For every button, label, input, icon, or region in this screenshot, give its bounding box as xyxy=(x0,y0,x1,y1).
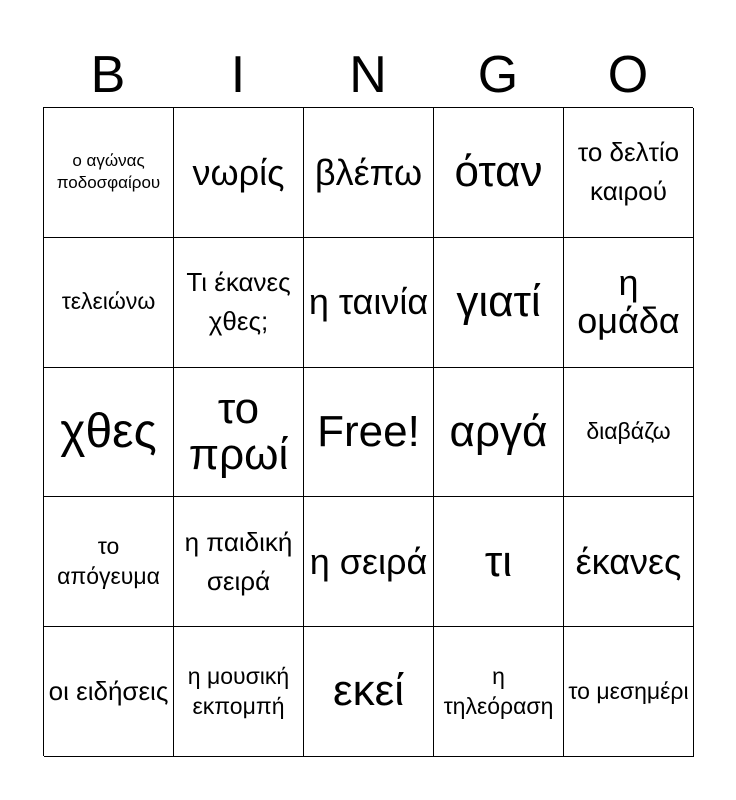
header-letter-o: O xyxy=(607,46,649,104)
bingo-cell-r2-c4[interactable] xyxy=(434,238,564,368)
bingo-cell-label: βλέπω xyxy=(314,151,423,193)
bingo-cell-r4-c4[interactable] xyxy=(434,497,564,627)
bingo-cell-label: διαβάζω xyxy=(586,418,671,445)
bingo-cell-r4-c1[interactable] xyxy=(44,497,174,627)
bingo-cell-r5-c3[interactable] xyxy=(304,627,434,757)
bingo-cell-r5-c1[interactable] xyxy=(44,627,174,757)
bingo-cell-r3-c1[interactable] xyxy=(44,368,174,498)
bingo-cell-r1-c4[interactable] xyxy=(434,108,564,238)
free-space: Free! xyxy=(317,406,420,456)
bingo-cell-label: το απόγευμα xyxy=(57,532,160,589)
bingo-cell-r2-c5[interactable] xyxy=(564,238,694,368)
bingo-cell-label: η ομάδα xyxy=(577,262,680,342)
bingo-cell-label: το δελτίο καιρού xyxy=(577,137,680,207)
bingo-cell-label: η τηλεόραση xyxy=(443,662,554,719)
bingo-cell-label: εκεί xyxy=(332,666,404,716)
bingo-cell-r4-c3[interactable] xyxy=(304,497,434,627)
bingo-cell-label: το πρωί xyxy=(188,383,289,479)
bingo-cell-label: η μουσική εκπομπή xyxy=(187,662,290,719)
bingo-cell-label: τι xyxy=(484,536,513,586)
bingo-cell-label: αργά xyxy=(449,406,548,456)
bingo-cell-r2-c3[interactable] xyxy=(304,238,434,368)
bingo-cell-label: όταν xyxy=(454,147,543,197)
header-letter-b: B xyxy=(90,46,126,104)
bingo-cell-r5-c4[interactable] xyxy=(434,627,564,757)
bingo-cell-label: η ταινία xyxy=(308,281,429,323)
bingo-cell-r1-c3[interactable] xyxy=(304,108,434,238)
bingo-cell-label: χθες xyxy=(60,404,157,458)
bingo-cell-r5-c2[interactable] xyxy=(174,627,304,757)
bingo-cell-r1-c5[interactable] xyxy=(564,108,694,238)
bingo-grid xyxy=(43,107,693,756)
bingo-cell-label: τελειώνω xyxy=(61,288,156,315)
bingo-cell-r1-c2[interactable] xyxy=(174,108,304,238)
bingo-cell-label: Τι έκανες χθες; xyxy=(186,267,291,337)
bingo-cell-r5-c5[interactable] xyxy=(564,627,694,757)
bingo-cell-r4-c5[interactable] xyxy=(564,497,694,627)
header-letter-n: N xyxy=(349,46,387,104)
bingo-cell-r3-c2[interactable] xyxy=(174,368,304,498)
bingo-cell-r3-c4[interactable] xyxy=(434,368,564,498)
bingo-cell-r1-c1[interactable] xyxy=(44,108,174,238)
bingo-cell-r2-c2[interactable] xyxy=(174,238,304,368)
bingo-cell-r3-c3[interactable] xyxy=(304,368,434,498)
bingo-cell-label: έκανες xyxy=(575,540,682,582)
bingo-cell-label: η σειρά xyxy=(309,540,428,582)
bingo-cell-r2-c1[interactable] xyxy=(44,238,174,368)
bingo-cell-label: το μεσημέρι xyxy=(568,677,689,704)
header-letter-i: I xyxy=(230,46,246,104)
bingo-cell-label: ο αγώνας ποδοσφαίρου xyxy=(56,151,161,193)
header-letter-g: G xyxy=(477,46,519,104)
bingo-cell-r3-c5[interactable] xyxy=(564,368,694,498)
bingo-cell-label: γιατί xyxy=(456,277,541,327)
bingo-cell-label: νωρίς xyxy=(192,151,285,193)
bingo-cell-label: η παιδική σειρά xyxy=(184,526,293,596)
bingo-header xyxy=(43,40,693,110)
bingo-cell-r4-c2[interactable] xyxy=(174,497,304,627)
bingo-cell-label: οι ειδήσεις xyxy=(48,676,169,707)
